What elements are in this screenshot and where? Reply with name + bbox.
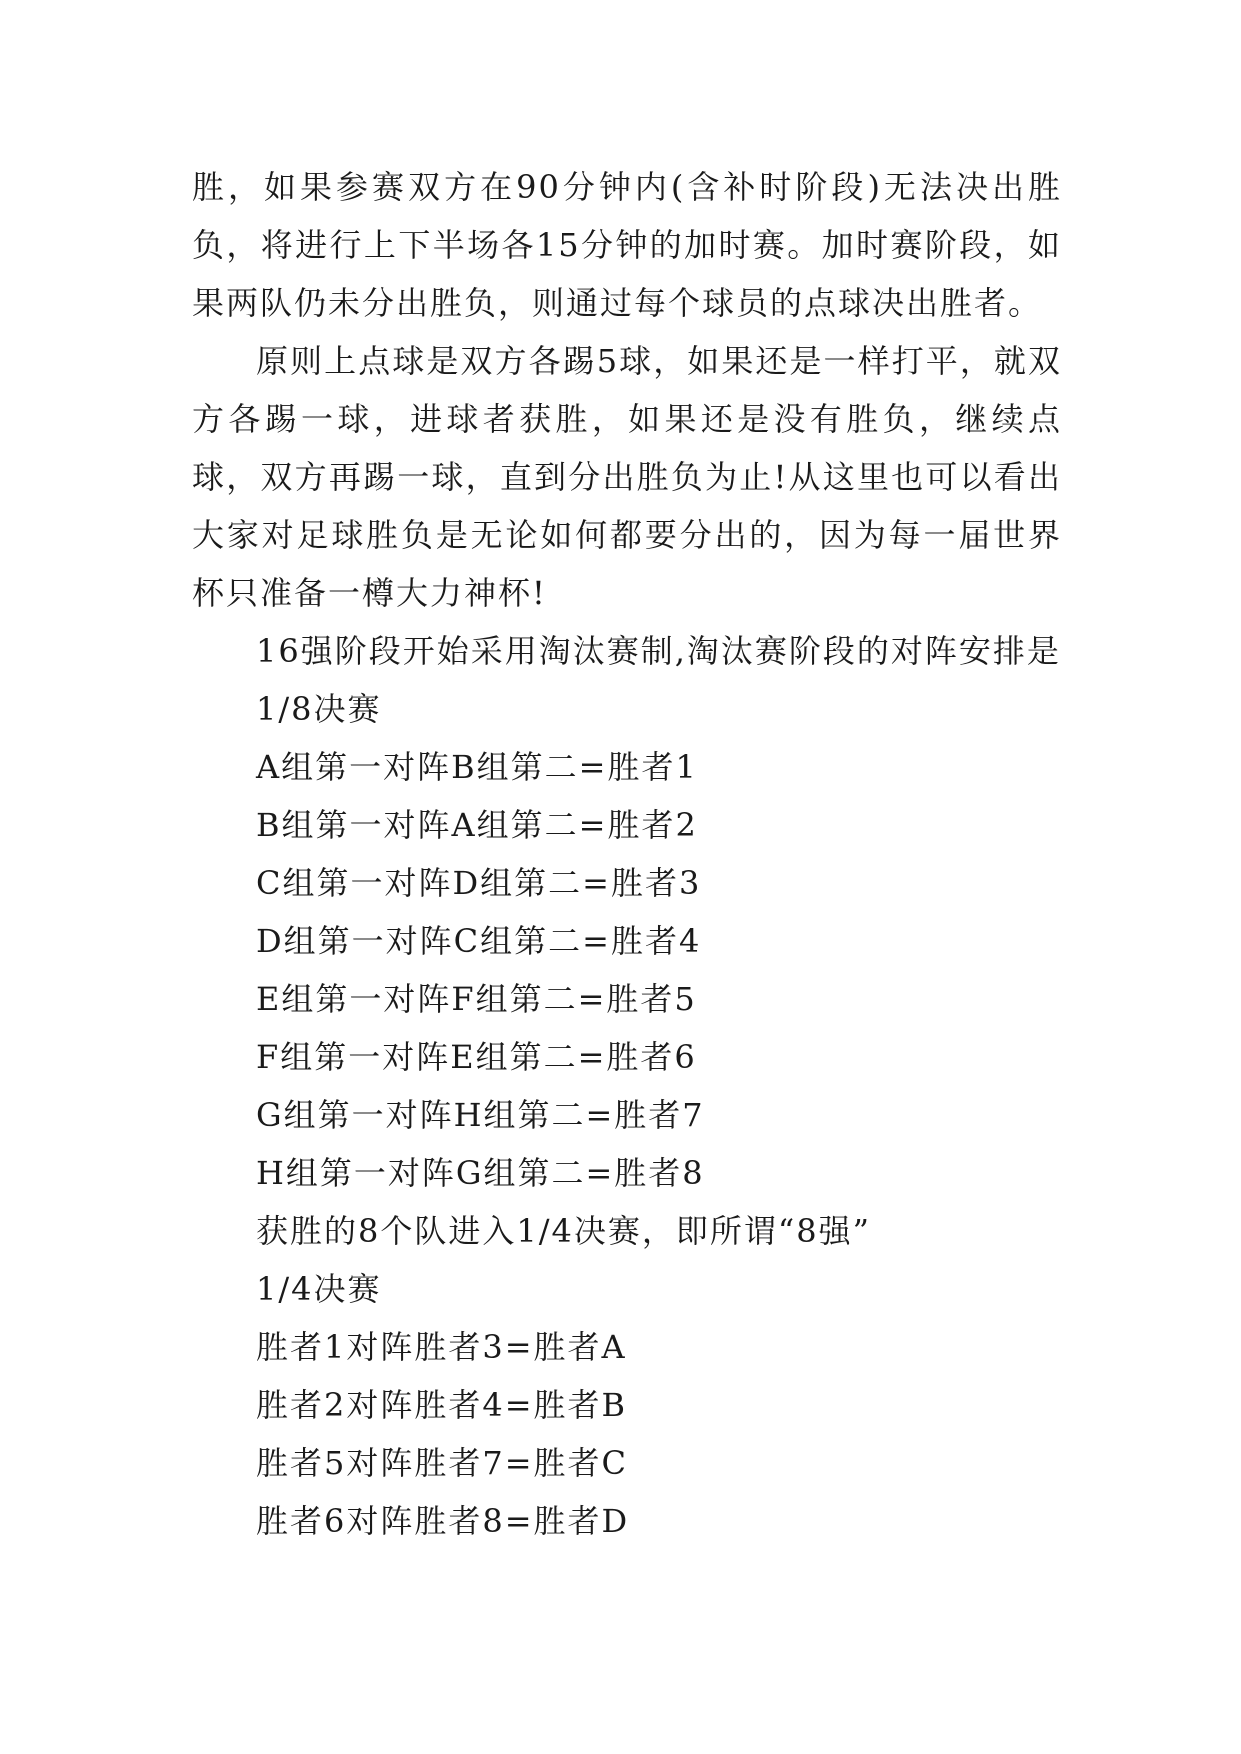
line-match-winner-1: A组第一对阵B组第二=胜者1 [256, 748, 698, 786]
paragraph-extra-time: 胜，如果参赛双方在90分钟内(含补时阶段)无法决出胜负，将进行上下半场各15分钟的加时赛。加时赛阶段，如果两队仍未分出胜负，则通过每个球员的点球决出胜者。 [192, 168, 1062, 322]
document-body [192, 158, 1062, 1550]
line-match-winner-4: D组第一对阵C组第二=胜者4 [256, 922, 702, 960]
line-match-winner-d: 胜者6对阵胜者8=胜者D [256, 1502, 630, 1540]
line-quarterfinal-intro: 获胜的8个队进入1/4决赛，即所谓“8强” [256, 1212, 871, 1250]
paragraph-penalties: 原则上点球是双方各踢5球，如果还是一样打平，就双方各踢一球，进球者获胜，如果还是没有胜负，继续点球，双方再踢一球，直到分出胜负为止!从这里也可以看出大家对足球胜负是无论如何都要分出的，因为每一届世界杯只准备一樽大力神杯! [192, 342, 1062, 612]
line-round-of-16-heading: 1/8决赛 [256, 690, 382, 728]
line-knockout-intro: 16强阶段开始采用淘汰赛制,淘汰赛阶段的对阵安排是 [256, 632, 1061, 670]
line-quarterfinal-heading: 1/4决赛 [256, 1270, 382, 1308]
line-match-winner-5: E组第一对阵F组第二=胜者5 [256, 980, 697, 1018]
line-match-winner-6: F组第一对阵E组第二=胜者6 [256, 1038, 697, 1076]
line-match-winner-b: 胜者2对阵胜者4=胜者B [256, 1386, 628, 1424]
line-match-winner-c: 胜者5对阵胜者7=胜者C [256, 1444, 629, 1482]
line-match-winner-a: 胜者1对阵胜者3=胜者A [256, 1328, 627, 1366]
line-match-winner-3: C组第一对阵D组第二=胜者3 [256, 864, 702, 902]
line-match-winner-7: G组第一对阵H组第二=胜者7 [256, 1096, 705, 1134]
line-match-winner-8: H组第一对阵G组第二=胜者8 [256, 1154, 705, 1192]
line-match-winner-2: B组第一对阵A组第二=胜者2 [256, 806, 698, 844]
